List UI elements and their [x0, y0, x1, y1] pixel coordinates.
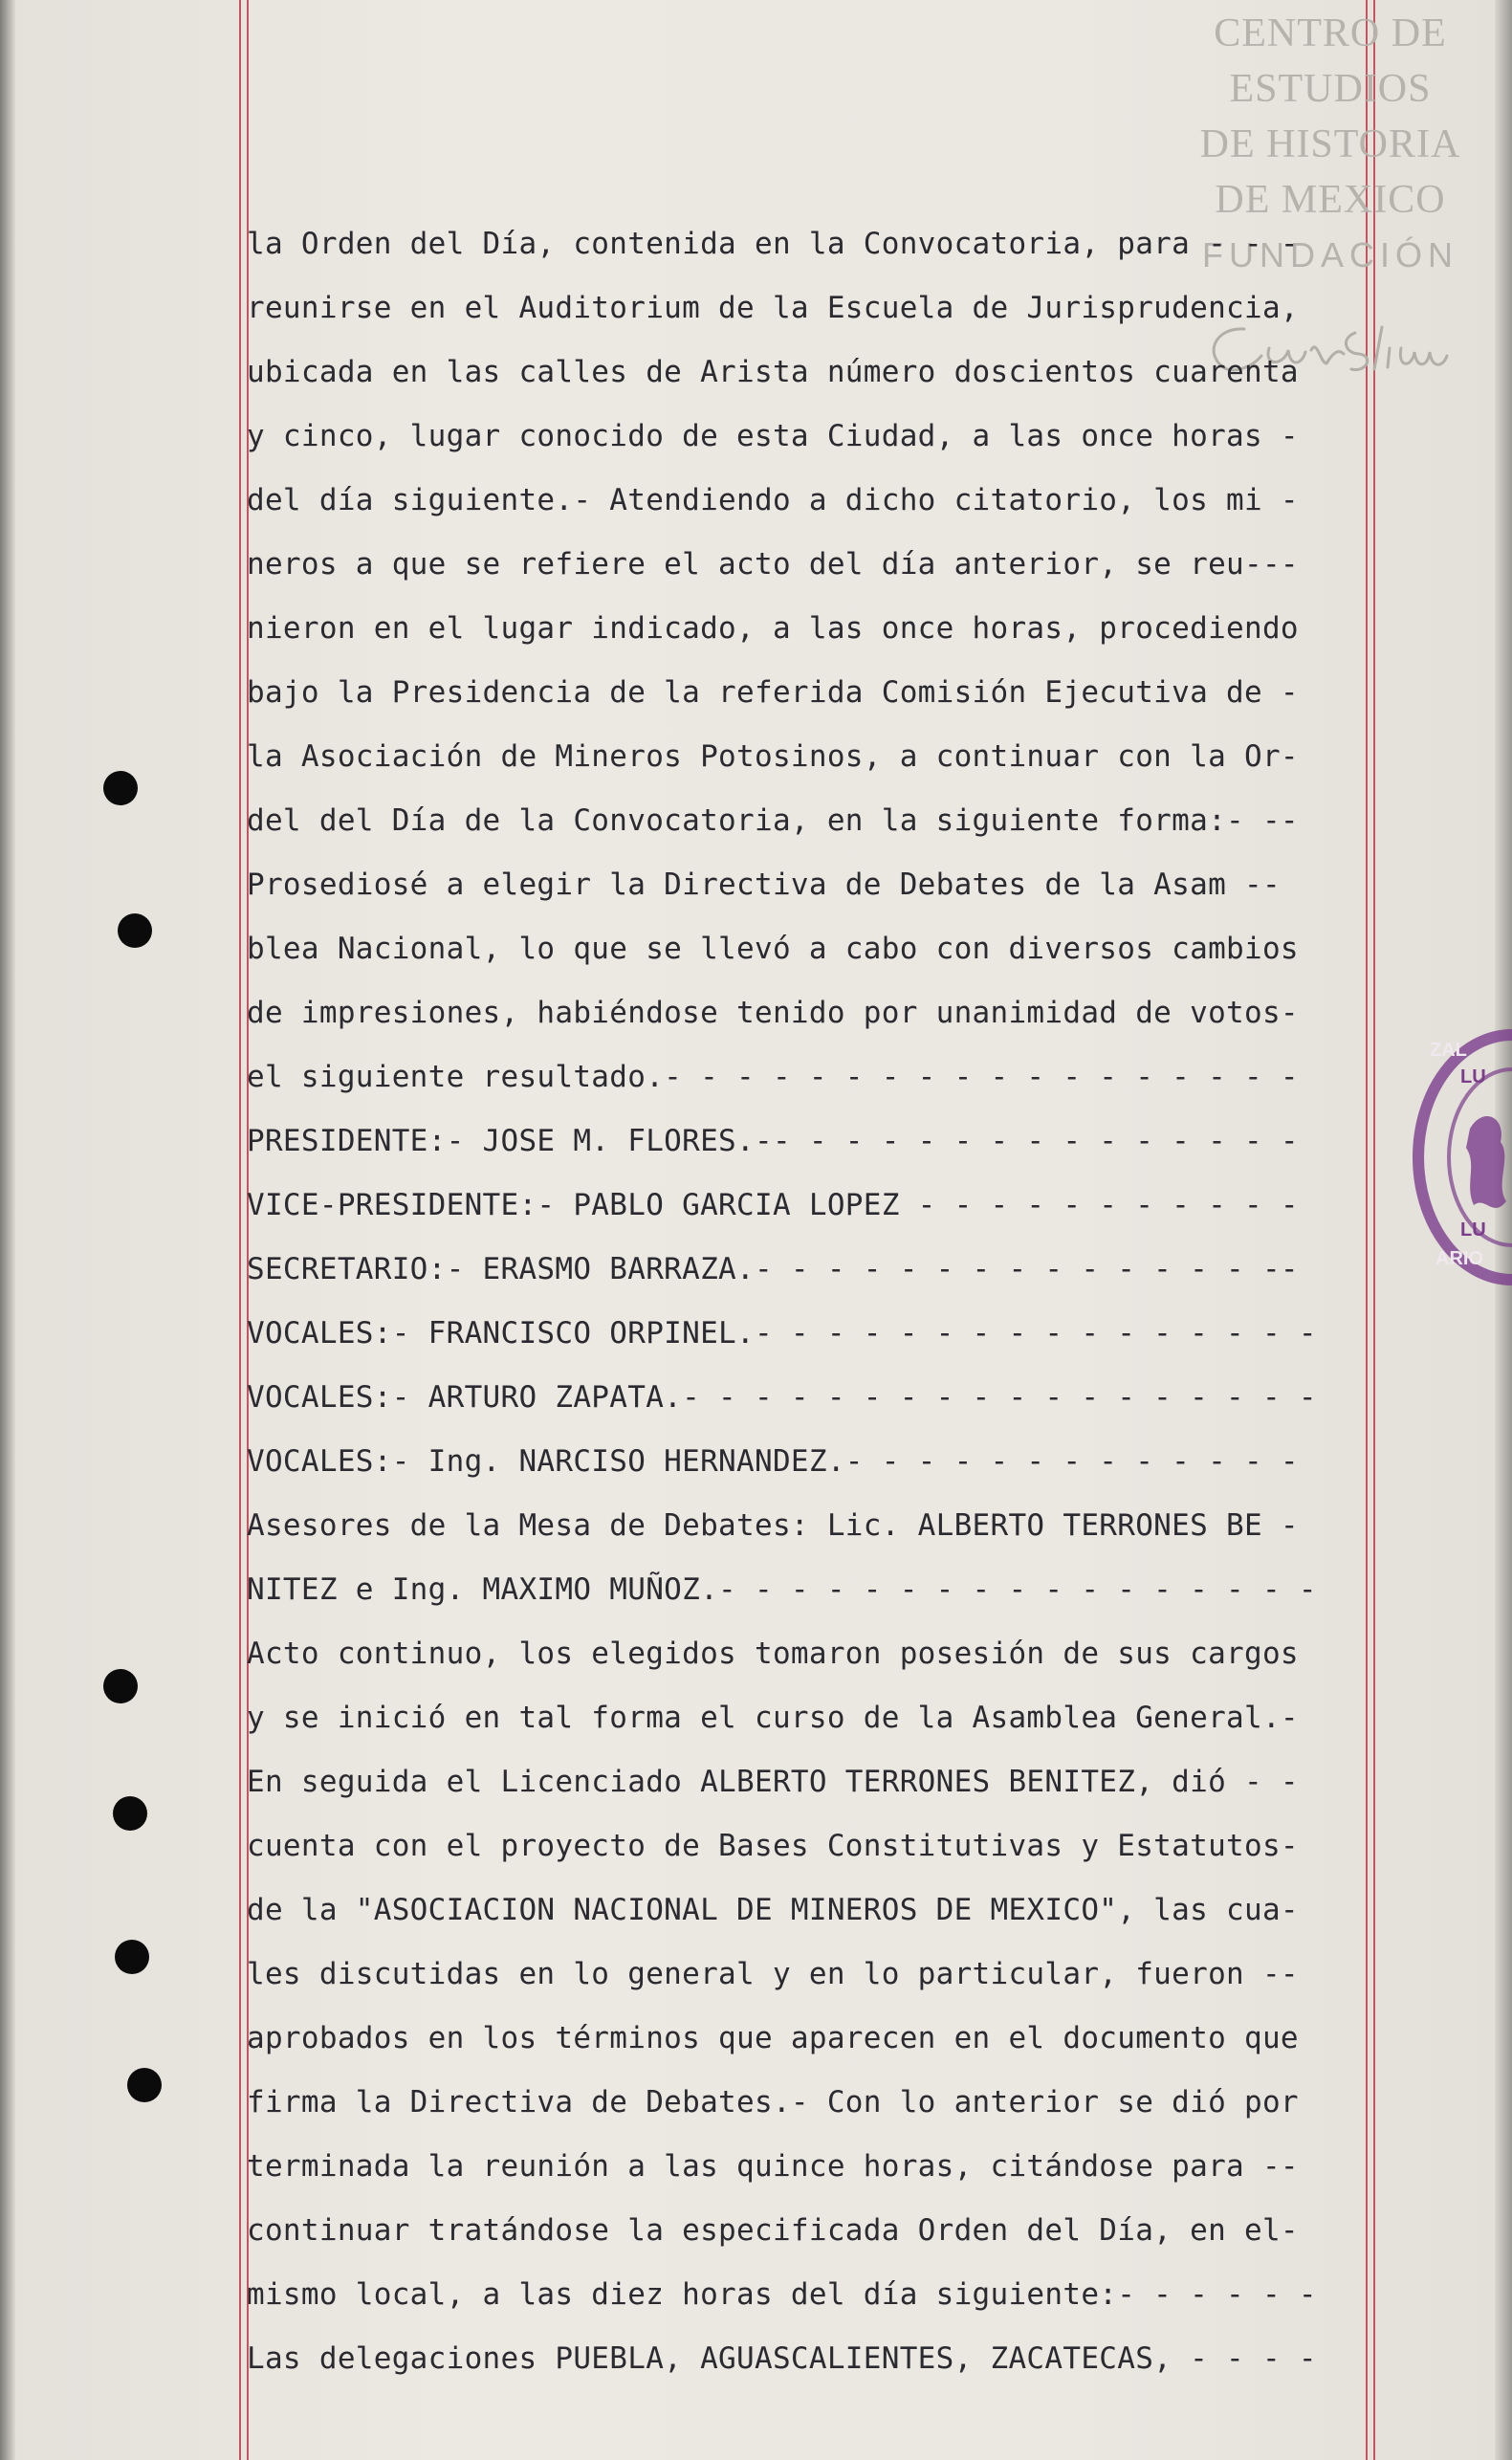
- text-line: VOCALES:- Ing. NARCISO HERNANDEZ.- - - - - - - - - - - - -: [247, 1444, 1299, 1479]
- text-line: continuar tratándose la especificada Orden del Día, en el-: [247, 2213, 1299, 2248]
- watermark-line: DE HISTORIA: [1199, 122, 1461, 166]
- text-line: ubicada en las calles de Arista número doscientos cuarenta: [247, 355, 1299, 389]
- text-line: neros a que se refiere el acto del día anterior, se reu---: [247, 547, 1299, 582]
- text-line: NITEZ e Ing. MAXIMO MUÑOZ.- - - - - - - - - - - - - - - - -: [247, 1572, 1317, 1607]
- text-line: de impresiones, habiéndose tenido por unanimidad de votos-: [247, 996, 1299, 1030]
- stamp-text: LU: [1460, 1066, 1486, 1087]
- text-line: cuenta con el proyecto de Bases Constitutivas y Estatutos-: [247, 1829, 1299, 1863]
- text-line: Las delegaciones PUEBLA, AGUASCALIENTES, ZACATECAS, - - - -: [247, 2341, 1317, 2376]
- typed-text-block: [247, 212, 1371, 2391]
- punch-hole: [103, 771, 138, 805]
- text-line: la Asociación de Mineros Potosinos, a continuar con la Or-: [247, 739, 1299, 774]
- text-line: del día siguiente.- Atendiendo a dicho citatorio, los mi -: [247, 483, 1299, 517]
- text-line: y se inició en tal forma el curso de la Asamblea General.-: [247, 1701, 1299, 1735]
- left-margin-line-outer: [239, 0, 241, 2460]
- text-line: nieron en el lugar indicado, a las once horas, procediendo: [247, 611, 1299, 646]
- text-line: mismo local, a las diez horas del día siguiente:- - - - - -: [247, 2277, 1317, 2312]
- stamp-text: ZAL: [1430, 1040, 1467, 1061]
- text-line: En seguida el Licenciado ALBERTO TERRONES BENITEZ, dió - -: [247, 1765, 1299, 1799]
- text-line: VOCALES:- FRANCISCO ORPINEL.- - - - - - - - - - - - - - - -: [247, 1316, 1317, 1351]
- stamp-text: ARIO: [1435, 1248, 1483, 1269]
- text-line: VICE-PRESIDENTE:- PABLO GARCIA LOPEZ - - - - - - - - - - -: [247, 1188, 1299, 1222]
- punch-hole: [115, 1940, 149, 1974]
- watermark-line: ESTUDIOS: [1229, 67, 1432, 111]
- text-line: reunirse en el Auditorium de la Escuela de Jurisprudencia,: [247, 291, 1299, 325]
- punch-hole: [113, 1796, 147, 1831]
- text-line: bajo la Presidencia de la referida Comisión Ejecutiva de -: [247, 675, 1299, 710]
- text-line: de la "ASOCIACION NACIONAL DE MINEROS DE MEXICO", las cua-: [247, 1893, 1299, 1927]
- text-line: SECRETARIO:- ERASMO BARRAZA.- - - - - - - - - - - - - - --: [247, 1252, 1299, 1286]
- punch-hole: [118, 913, 152, 948]
- text-line: Prosediosé a elegir la Directiva de Debates de la Asam --: [247, 868, 1281, 902]
- text-line: y cinco, lugar conocido de esta Ciudad, a las once horas -: [247, 419, 1299, 453]
- page-left-edge: [0, 0, 15, 2460]
- text-line: Acto continuo, los elegidos tomaron posesión de sus cargos: [247, 1636, 1299, 1671]
- text-line: blea Nacional, lo que se llevó a cabo con diversos cambios: [247, 932, 1299, 966]
- text-line: les discutidas en lo general y en lo particular, fueron --: [247, 1957, 1299, 1991]
- text-line: aprobados en los términos que aparecen en el documento que: [247, 2021, 1299, 2055]
- watermark-foundation: FUNDACIÓN: [1202, 235, 1458, 275]
- text-line: PRESIDENTE:- JOSE M. FLORES.-- - - - - - - - - - - - - - -: [247, 1124, 1299, 1158]
- ink-stamp-icon: [1407, 1014, 1512, 1329]
- text-line: del del Día de la Convocatoria, en la siguiente forma:- --: [247, 803, 1299, 838]
- watermark-line: CENTRO DE: [1214, 11, 1447, 55]
- text-line: terminada la reunión a las quince horas, citándose para --: [247, 2149, 1299, 2184]
- stamp-text: LU: [1460, 1219, 1486, 1241]
- text-line: firma la Directiva de Debates.- Con lo anterior se dió por: [247, 2085, 1299, 2120]
- text-line: Asesores de la Mesa de Debates: Lic. ALBERTO TERRONES BE -: [247, 1508, 1299, 1543]
- text-line: el siguiente resultado.- - - - - - - - - - - - - - - - - -: [247, 1060, 1299, 1094]
- punch-hole: [127, 2068, 162, 2102]
- text-line: la Orden del Día, contenida en la Convocatoria, para - - -: [247, 227, 1299, 261]
- punch-hole: [103, 1669, 138, 1703]
- watermark-line: DE MEXICO: [1215, 178, 1446, 222]
- text-line: VOCALES:- ARTURO ZAPATA.- - - - - - - - - - - - - - - - - -: [247, 1380, 1317, 1415]
